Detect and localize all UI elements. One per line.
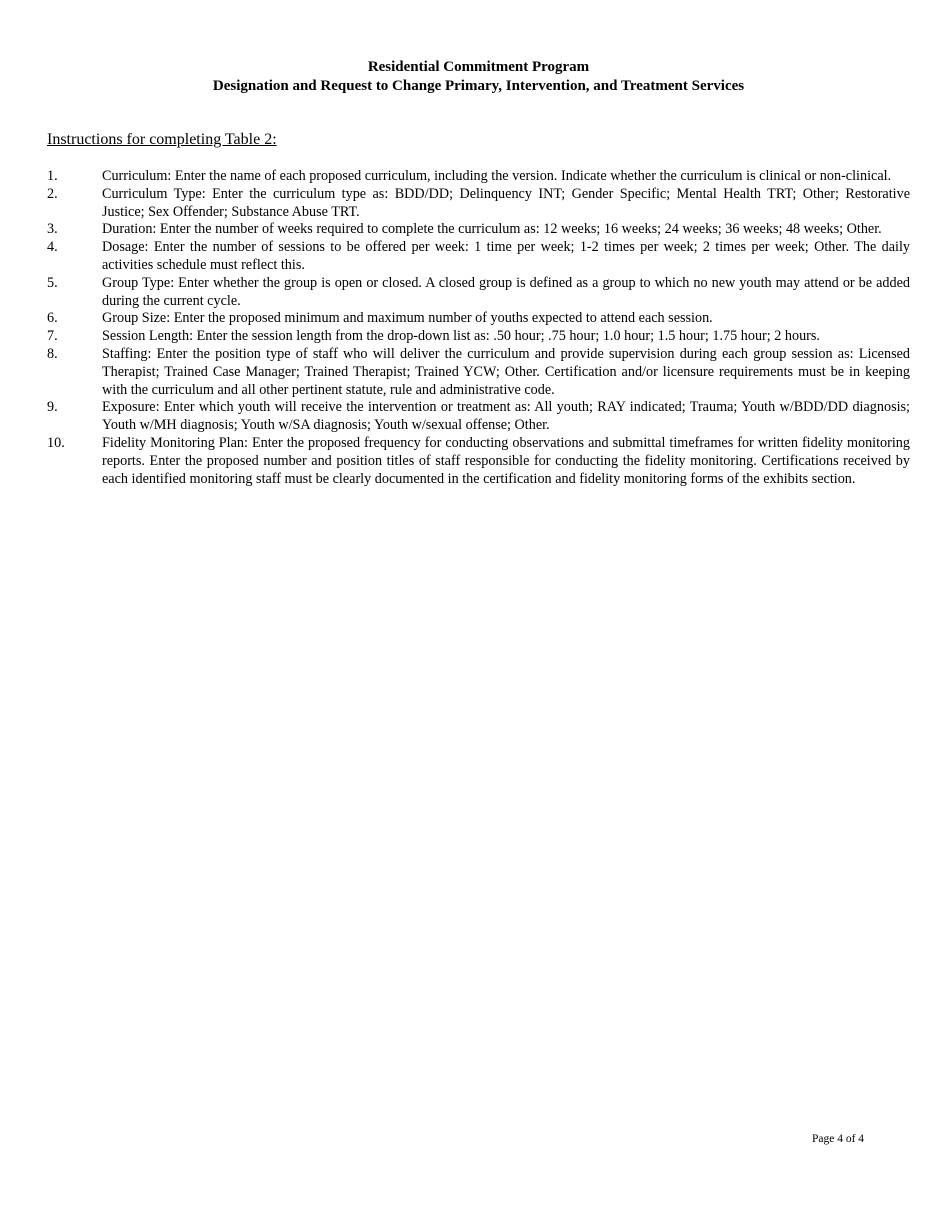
list-item — [47, 435, 910, 488]
item-number: 8. — [47, 345, 58, 362]
item-text: Staffing: Enter the position type of staff who will deliver the curriculum and provide supervision during each group session as: Licensed Therapist; Trained Case Manager; Trained Therapist; Trained YCW; Other. Certification and/or licensure requirements must be in keeping with the curriculum and all other pertinent statute, rule and administrative code. — [102, 345, 910, 398]
item-number: 9. — [47, 399, 58, 416]
item-number: 3. — [47, 221, 58, 238]
page-number: Page 4 of 4 — [812, 1133, 865, 1145]
header-subtitle: Designation and Request to Change Primary, Intervention, and Treatment Services — [212, 78, 745, 94]
item-number: 7. — [47, 328, 58, 345]
item-text: Fidelity Monitoring Plan: Enter the proposed frequency for conducting observations and submittal timeframes for written fidelity monitoring reports. Enter the proposed number and position titles of staff responsible for conducting the fidelity monitoring. Certifications received by each identified monitoring staff must be clearly documented in the certification and fidelity monitoring forms of the exhibits section. — [102, 434, 910, 487]
item-number: 1. — [47, 168, 58, 184]
item-text: Duration: Enter the number of weeks required to complete the curriculum as: 12 weeks; 16 weeks; 24 weeks; 36 weeks; 48 weeks; Other. — [102, 221, 882, 238]
item-number: 5. — [47, 274, 58, 291]
item-number: 10. — [47, 434, 65, 451]
item-text: Dosage: Enter the number of sessions to be offered per week: 1 time per week; 1-2 times per week; 2 times per week; Other. The daily activities schedule must reflect this. — [102, 239, 910, 273]
list-item — [47, 221, 910, 239]
item-text: Group Size: Enter the proposed minimum and maximum number of youths expected to attend each session. — [102, 310, 713, 327]
item-text: Curriculum: Enter the name of each proposed curriculum, including the version. Indicate whether the curriculum is clinical or non-clinical. — [102, 168, 892, 184]
list-item — [47, 346, 910, 399]
header-title: Residential Commitment Program — [367, 59, 590, 75]
list-item — [47, 310, 910, 328]
item-text: Group Type: Enter whether the group is open or closed. A closed group is defined as a group to which no new youth may attend or be added during the current cycle. — [102, 274, 910, 309]
list-item — [47, 168, 910, 186]
list-item — [47, 399, 910, 435]
list-item — [47, 275, 910, 311]
instructions-heading: Instructions for completing Table 2: — [47, 131, 277, 148]
item-text: Session Length: Enter the session length from the drop-down list as: .50 hour; .75 hour; 1.0 hour; 1.5 hour; 1.75 hour; 2 hours. — [102, 328, 820, 345]
list-item — [47, 186, 910, 222]
list-item — [47, 239, 910, 275]
item-number: 6. — [47, 310, 58, 327]
item-number: 4. — [47, 239, 58, 256]
item-text: Curriculum Type: Enter the curriculum type as: BDD/DD; Delinquency INT; Gender Specific; Mental Health TRT; Other; Restorative Justice; Sex Offender; Substance Abuse TRT. — [102, 185, 910, 220]
list-item — [47, 328, 910, 346]
instructions-list — [47, 168, 910, 488]
document-header — [47, 58, 910, 96]
item-number: 2. — [47, 185, 58, 202]
item-text: Exposure: Enter which youth will receive the intervention or treatment as: All youth; RAY indicated; Trauma; Youth w/BDD/DD diagnosis; Youth w/MH diagnosis; Youth w/SA diagnosis; Youth w/sexual offense; Other. — [102, 399, 910, 434]
